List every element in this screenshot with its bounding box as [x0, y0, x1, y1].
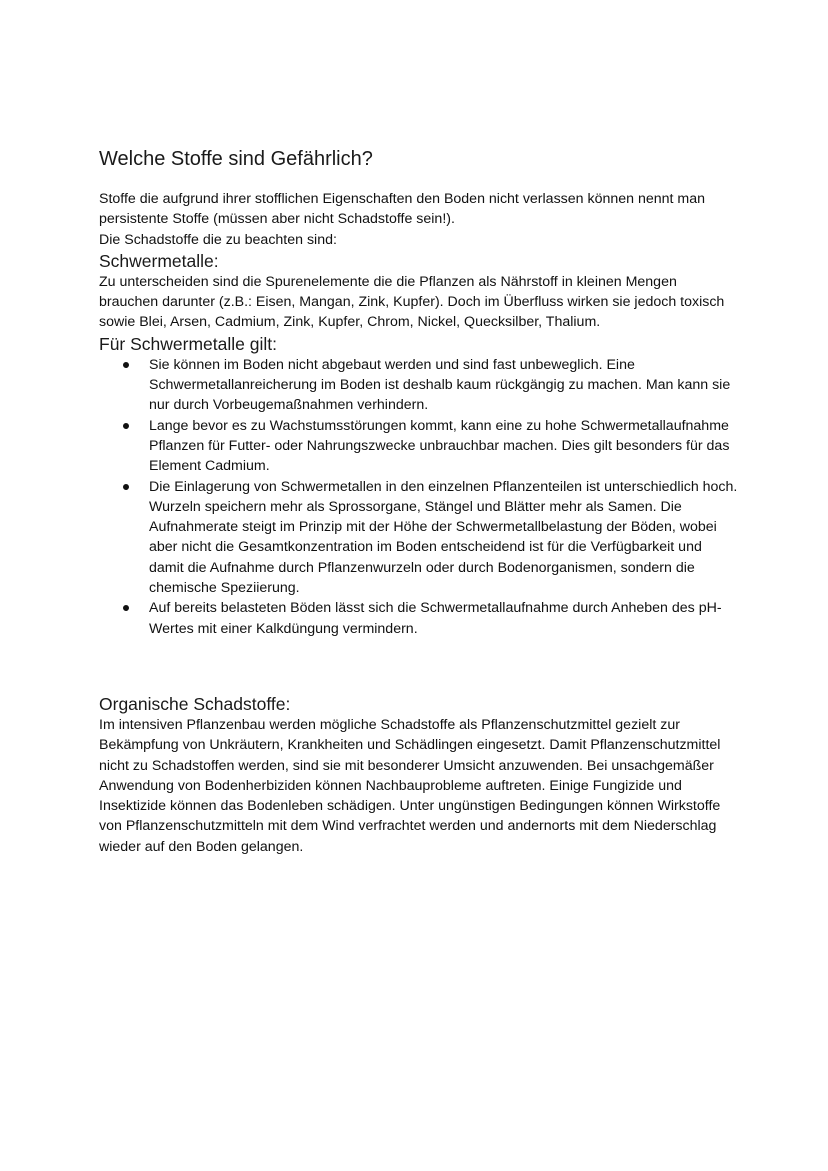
bullet-text: Sie können im Boden nicht abgebaut werden und sind fast unbeweglich. Eine Schwermetallanreicherung im Boden ist deshalb kaum rückgängig zu machen. Man kann sie nur durch Vorbeugemaßnahmen verhindern.	[149, 356, 731, 414]
page-title: Welche Stoffe sind Gefährlich?	[99, 148, 373, 170]
bullet-dot-icon	[123, 423, 129, 429]
document-page	[99, 146, 739, 857]
bullet-dot-icon	[123, 362, 129, 368]
bullet-text: Die Einlagerung von Schwermetallen in den einzelnen Pflanzenteilen ist unterschiedlich hoch. Wurzeln speichern mehr als Sprossorgane, Stängel und Blätter mehr als Samen. Die Aufnahmerate steigt im Prinzip mit der Höhe der Schwermetallbelastung der Böden, wobei aber nicht die Gesamtkonzentration im Boden entscheidend ist für die Verfügbarkeit und damit die Aufnahme durch Pflanzenwurzeln oder durch Bodenorganismen, sondern die chemische Speziierung.	[149, 478, 738, 597]
bullet-item	[149, 416, 739, 477]
schwermetalle-paragraph: Zu unterscheiden sind die Spurenelemente die die Pflanzen als Nährstoff in kleinen Mengen brauchen darunter (z.B.: Eisen, Mangan, Zink, Kupfer). Doch im Überfluss wirken sie jedoch toxisch sowie Blei, Arsen, Cadmium, Zink, Kupfer, Chrom, Nickel, Quecksilber, Thalium.	[99, 273, 725, 331]
bullet-item	[149, 598, 739, 639]
bullet-item	[149, 355, 739, 416]
heading-schwermetalle-gilt: Für Schwermetalle gilt:	[99, 333, 277, 354]
heading-schwermetalle: Schwermetalle:	[99, 250, 219, 271]
bullet-text: Lange bevor es zu Wachstumsstörungen kommt, kann eine zu hohe Schwermetallaufnahme Pflanzen für Futter- oder Nahrungszwecke unbrauchbar machen. Dies gilt besonders für das Element Cadmium.	[149, 417, 730, 475]
intro-line: Die Schadstoffe die zu beachten sind:	[99, 231, 337, 248]
bullet-text: Auf bereits belasteten Böden lässt sich die Schwermetallaufnahme durch Anheben des pH-Wertes mit einer Kalkdüngung vermindern.	[149, 600, 722, 637]
schwermetalle-bullet-list	[99, 355, 739, 639]
bullet-dot-icon	[123, 605, 129, 611]
organische-paragraph: Im intensiven Pflanzenbau werden mögliche Schadstoffe als Pflanzenschutzmittel gezielt zur Bekämpfung von Unkräutern, Krankheiten und Schädlingen eingesetzt. Damit Pflanzenschutzmittel nicht zu Schadstoffen werden, sind sie mit besonderer Umsicht anzuwenden. Bei unsachgemäßer Anwendung von Bodenherbiziden können Nachbauprobleme auftreten. Einige Fungizide und Insektizide können das Bodenleben schädigen. Unter ungünstigen Bedingungen können Wirkstoffe von Pflanzenschutzmitteln mit dem Wind verfrachtet werden und andernorts mit dem Niederschlag wieder auf den Boden gelangen.	[99, 716, 721, 855]
bullet-dot-icon	[123, 484, 129, 490]
bullet-item	[149, 477, 739, 599]
heading-organische-schadstoffe: Organische Schadstoffe:	[99, 693, 291, 714]
intro-paragraph: Stoffe die aufgrund ihrer stofflichen Eigenschaften den Boden nicht verlassen können nennt man persistente Stoffe (müssen aber nicht Schadstoffe sein!).	[99, 191, 706, 228]
